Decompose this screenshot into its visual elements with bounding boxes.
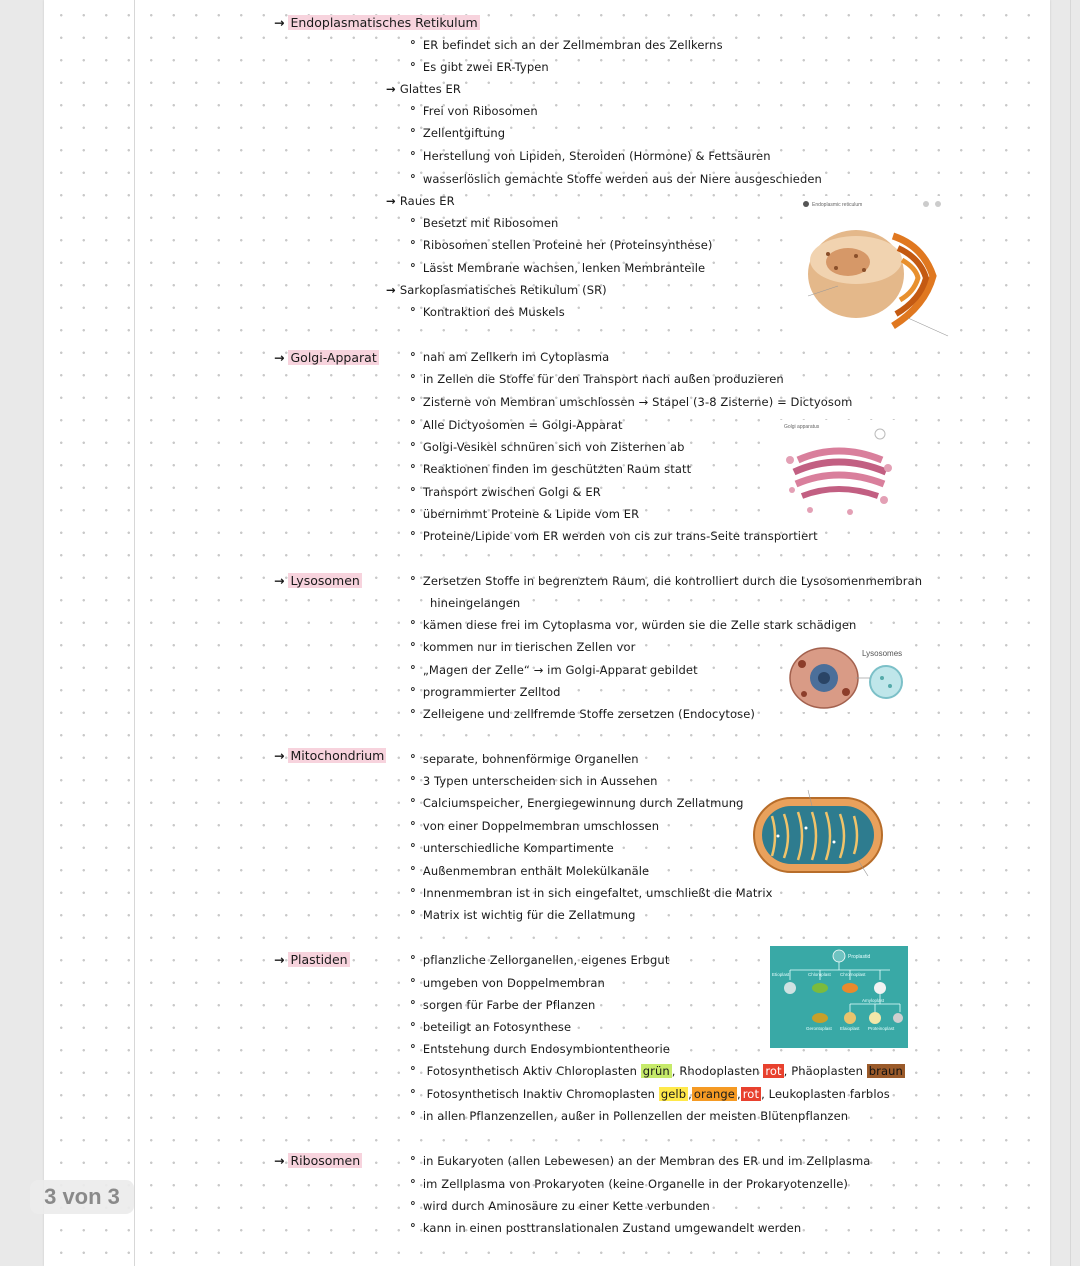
svg-text:Endoplasmic reticulum: Endoplasmic reticulum: [812, 202, 863, 208]
ribo-line-2: ° im Zellplasma von Prokaryoten (keine Organelle in der Prokaryotenzelle): [410, 1177, 848, 1191]
er-smooth-line-1: ° Frei von Ribosomen: [410, 104, 538, 118]
mito-line-5: ° unterschiedliche Kompartimente: [410, 841, 614, 855]
er-smooth-line-4: ° wasserlöslich gemachte Stoffe werden aus der Niere ausgeschieden: [410, 172, 822, 186]
er-line-1: ° ER befindet sich an der Zellmembran des Zellkerns: [410, 38, 723, 52]
heading-mito: → Mitochondrium: [274, 748, 385, 763]
lyso-line-5: ° programmierter Zelltod: [410, 685, 561, 699]
page-counter: 3 von 3: [30, 1180, 134, 1214]
mito-line-6: ° Außenmembran enthält Molekülkanäle: [410, 864, 649, 878]
plast-line-4: ° beteiligt an Fotosynthese: [410, 1020, 571, 1034]
notebook-page: [44, 0, 1050, 1266]
margin-line: [134, 0, 135, 1266]
arrow-icon: →: [274, 748, 285, 763]
golgi-line-4: ° Alle Dictyosomen = Golgi-Apparat: [410, 418, 623, 432]
mito-line-1: ° separate, bohnenförmige Organellen: [410, 752, 639, 766]
svg-text:Chromoplast: Chromoplast: [840, 972, 866, 977]
plast-line-3: ° sorgen für Farbe der Pflanzen: [410, 998, 595, 1012]
heading-er: → Endoplasmatisches Retikulum: [274, 15, 478, 30]
golgi-line-3: ° Zisterne von Membran umschlossen → Stapel (3-8 Zisterne) = Dictyosom: [410, 395, 852, 409]
lyso-line-4: ° „Magen der Zelle“ → im Golgi-Apparat gebildet: [410, 663, 698, 677]
golgi-line-1: ° nah am Zellkern im Cytoplasma: [410, 350, 609, 364]
plast-line-active: ° Fotosynthetisch Aktiv Chloroplasten grün , Rhodoplasten rot , Phäoplasten braun: [410, 1064, 905, 1078]
svg-text:Golgi apparatus: Golgi apparatus: [784, 424, 820, 430]
lyso-line-2: ° kämen diese frei im Cytoplasma vor, würden sie die Zelle stark schädigen: [410, 618, 856, 632]
mito-line-3: ° Calciumspeicher, Energiegewinnung durch Zellatmung: [410, 796, 744, 810]
highlight-yellow: gelb: [660, 1087, 687, 1101]
plast-line-2: ° umgeben von Doppelmembran: [410, 976, 605, 990]
highlight-brown: braun: [868, 1064, 903, 1078]
plastiden-illustration: [770, 946, 908, 1048]
er-rough-title: → Raues ER: [386, 194, 455, 208]
svg-text:Gerontoplast: Gerontoplast: [806, 1026, 832, 1031]
right-margin-line: [1070, 0, 1071, 1266]
svg-text:Chloroplast: Chloroplast: [808, 972, 831, 977]
golgi-line-9: ° Proteine/Lipide vom ER werden von cis zur trans-Seite transportiert: [410, 529, 818, 543]
ribo-line-4: ° kann in einen posttranslationalen Zustand umgewandelt werden: [410, 1221, 801, 1235]
heading-lysosomen: → Lysosomen: [274, 573, 360, 588]
mitochondrium-illustration: [748, 786, 888, 882]
heading-plastiden: → Plastiden: [274, 952, 348, 967]
lyso-line-3: ° kommen nur in tierischen Zellen vor: [410, 640, 635, 654]
highlight-green: grün: [642, 1064, 670, 1078]
arrow-icon: →: [274, 1153, 285, 1168]
er-rough-line-1: ° Besetzt mit Ribosomen: [410, 216, 558, 230]
golgi-line-5: ° Golgi-Vesikel schnüren sich von Zisternen ab: [410, 440, 685, 454]
er-smooth-line-3: ° Herstellung von Lipiden, Steroiden (Hormone) & Fettsäuren: [410, 149, 771, 163]
golgi-line-7: ° Transport zwischen Golgi & ER: [410, 485, 601, 499]
plast-line-5: ° Entstehung durch Endosymbiontentheorie: [410, 1042, 670, 1056]
mito-line-4: ° von einer Doppelmembran umschlossen: [410, 819, 659, 833]
ribo-line-1: ° in Eukaryoten (allen Lebewesen) an der Membran des ER und im Zellplasma: [410, 1154, 870, 1168]
golgi-line-6: ° Reaktionen finden im geschützten Raum statt: [410, 462, 691, 476]
svg-text:Amyloplast: Amyloplast: [862, 998, 885, 1003]
svg-text:Proteinoplast: Proteinoplast: [868, 1026, 895, 1031]
golgi-line-2: ° in Zellen die Stoffe für den Transport nach außen produzieren: [410, 372, 784, 386]
lysosome-illustration: [788, 644, 914, 712]
heading-ribosomen: → Ribosomen: [274, 1153, 361, 1168]
arrow-icon: →: [274, 573, 285, 588]
lyso-line-1: ° Zersetzen Stoffe in begrenztem Raum, die kontrolliert durch die Lysosomenmembran: [410, 574, 922, 588]
lyso-line-6: ° Zelleigene und zellfremde Stoffe zersetzen (Endocytose): [410, 707, 755, 721]
svg-text:Lysosomes: Lysosomes: [862, 649, 903, 658]
svg-text:Proplastid: Proplastid: [848, 954, 871, 960]
plast-line-last: ° in allen Pflanzenzellen, außer in Pollenzellen der meisten Blütenpflanzen: [410, 1109, 848, 1123]
highlight-red: rot: [765, 1064, 782, 1078]
er-sarco-title: → Sarkoplasmatisches Retikulum (SR): [386, 283, 607, 297]
highlight-orange: orange: [693, 1087, 735, 1101]
svg-text:Etioplast: Etioplast: [772, 972, 790, 977]
golgi-illustration: [780, 420, 900, 524]
er-smooth-line-2: ° Zellentgiftung: [410, 126, 505, 140]
er-line-2: ° Es gibt zwei ER-Typen: [410, 60, 549, 74]
arrow-icon: →: [274, 952, 285, 967]
er-rough-line-2: ° Ribosomen stellen Proteine her (Proteinsynthese): [410, 238, 713, 252]
ribo-line-3: ° wird durch Aminosäure zu einer Kette verbunden: [410, 1199, 710, 1213]
mito-line-7: ° Innenmembran ist in sich eingefaltet, umschließt die Matrix: [410, 886, 773, 900]
er-sarco-line-1: ° Kontraktion des Muskels: [410, 305, 565, 319]
er-smooth-title: → Glattes ER: [386, 82, 461, 96]
arrow-icon: →: [274, 350, 285, 365]
plast-line-inactive: ° Fotosynthetisch Inaktiv Chromoplasten gelb , orange , rot , Leukoplasten farblos: [410, 1087, 890, 1101]
arrow-icon: →: [274, 15, 285, 30]
er-rough-line-3: ° Lässt Membrane wachsen, lenken Membranteile: [410, 261, 705, 275]
mito-line-2: ° 3 Typen unterscheiden sich in Aussehen: [410, 774, 658, 788]
plast-line-1: ° pflanzliche Zellorganellen, eigenes Erbgut: [410, 953, 669, 967]
golgi-line-8: ° übernimmt Proteine & Lipide vom ER: [410, 507, 639, 521]
svg-text:Elaioplast: Elaioplast: [840, 1026, 860, 1031]
mito-line-8: ° Matrix ist wichtig für die Zellatmung: [410, 908, 636, 922]
er-illustration: [798, 196, 956, 344]
heading-golgi: → Golgi-Apparat: [274, 350, 377, 365]
highlight-red: rot: [742, 1087, 760, 1101]
lyso-line-1b: hineingelangen: [430, 596, 521, 610]
